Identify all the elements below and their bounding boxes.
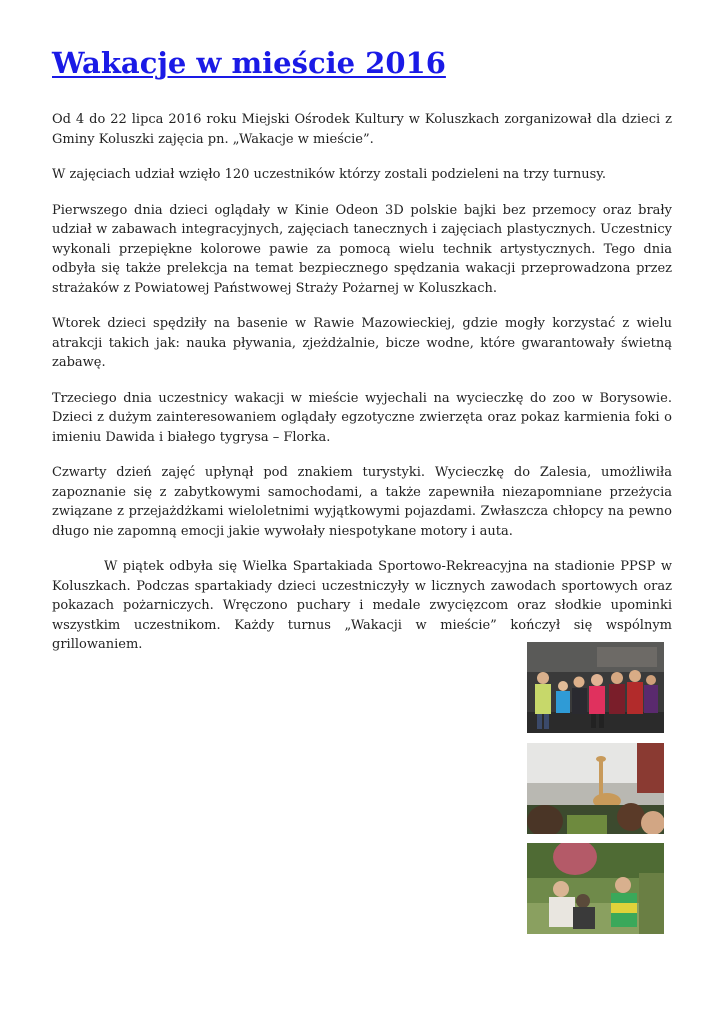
paragraph-day-five: W piątek odbyła się Wielka Spartakiada Sportowo-Rekreacyjna na stadionie PPSP w Koluszkach. Podczas spartakiady dzieci uczestniczyły w licznych zawodach sportowych oraz pokazach pożarniczych. Wręczono puchary i medale zwycięzcom oraz słodkie upominki wszystkim uczestnikom. Każdy turnus „Wakacji w mieście” kończył się wspólnym grillowaniem. [52, 559, 672, 652]
paragraph-day-three: Trzeciego dnia uczestnicy wakacji w mieście wyjechali na wycieczkę do zoo w Borysowie. Dzieci z dużym zainteresowaniem oglądały egzotyczne zwierzęta oraz pokaz karmienia foki o imieniu Dawida i białego tygrysa – Florka. [52, 390, 672, 445]
zoo-giraffe-photo [527, 743, 664, 834]
paragraph-day-one: Pierwszego dnia dzieci oglądały w Kinie Odeon 3D polskie bajki bez przemocy oraz brały udział w zabawach integracyjnych, zajęciach tanecznych i zajęciach plastycznych. Uczestnicy wykonali przepiękne kolorowe pawie za pomocą wielu technik artystycznych. Tego dnia odbyła się także prelekcja na temat bezpiecznego spędzania wakacji przeprowadzona przez strażaków z Powiatowej Państwowej Straży Pożarnej w Koluszkach. [52, 202, 672, 296]
children-outdoor-photo [527, 843, 664, 934]
paragraph-day-four: Czwarty dzień zajęć upłynął pod znakiem turystyki. Wycieczkę do Zalesia, umożliwiła zapoznanie się z zabytkowymi samochodami, a także zapewniła niezapomniane przeżycia związane z przejażdżkami wieloletnimi wyjątkowymi pojazdami. Zwłaszcza chłopcy na pewno długo nie zapomną emocji jakie wywołały niespotykane motory i auta. [52, 465, 672, 539]
page-title[interactable]: Wakacje w mieście 2016 [52, 46, 446, 80]
paragraph-participants: W zajęciach udział wzięło 120 uczestników którzy zostali podzieleni na trzy turnusy. [52, 167, 607, 182]
group-of-children-photo [527, 642, 664, 733]
paragraph-day-two: Wtorek dzieci spędziły na basenie w Rawie Mazowieckiej, gdzie mogły korzystać z wielu atrakcji takich jak: nauka pływania, zjeżdżalnie, bicze wodne, które gwarantowały świetną zabawę. [52, 316, 672, 370]
article-body [52, 110, 672, 671]
paragraph-intro: Od 4 do 22 lipca 2016 roku Miejski Ośrodek Kultury w Koluszkach zorganizował dla dzieci z Gminy Koluszki zajęcia pn. „Wakacje w mieście”. [52, 112, 672, 147]
